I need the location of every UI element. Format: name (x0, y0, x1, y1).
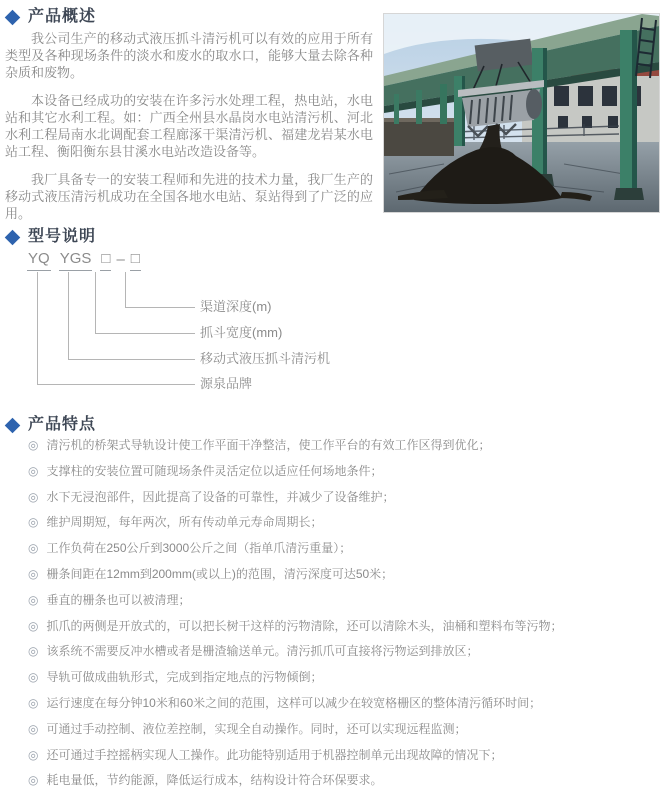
ring-bullet-icon: ◎ (28, 695, 39, 710)
feature-item (28, 669, 653, 686)
overview-paragraph: 我公司生产的移动式液压抓斗清污机可以有效的应用于所有类型及各种现场条件的淡水和废水的取水口，能够大量去除各种杂质和废物。 (5, 31, 373, 80)
feature-text: 清污机的桥架式导轨设计使工作平面干净整洁，使工作平台的有效工作区得到优化； (46, 438, 491, 452)
site-photo-graphic (384, 14, 659, 212)
model-code-diagram (0, 248, 660, 408)
ring-bullet-icon: ◎ (28, 438, 39, 452)
model-code-box-depth: □ (130, 250, 141, 271)
feature-item (28, 618, 653, 635)
grab-trash-cleaner-site-photo (383, 13, 660, 213)
feature-item (28, 747, 653, 764)
feature-text: 维护周期短，每年两次，所有传动单元寿命周期长； (46, 515, 323, 530)
diamond-bullet-icon (5, 229, 21, 245)
model-code-brand: YQ (27, 250, 51, 271)
model-label-grab-width: 抓斗宽度(mm) (200, 325, 283, 340)
feature-item (28, 721, 653, 738)
model-label-channel-depth: 渠道深度(m) (200, 299, 272, 314)
overview-paragraph: 本设备已经成功的安装在许多污水处理工程，热电站，水电站和其它水利工程。如：广西全州县水晶岗水电站清污机、河北水利工程局南水北调配套工程廊涿干渠清污机、福建龙岩某水电站工程、衡阳衡东县甘溪水电站改造设备等。 (5, 93, 373, 159)
feature-text: 运行速度在每分钟10米和60米之间的范围，这样可以减少在较宽格栅区的整体清污循环时间； (46, 695, 542, 710)
ring-bullet-icon: ◎ (28, 541, 39, 556)
features-title: 产品特点 (28, 416, 97, 433)
feature-item (28, 463, 653, 480)
ring-bullet-icon: ◎ (28, 489, 39, 504)
model-code-dash: – (116, 251, 125, 268)
feature-item (28, 540, 653, 557)
feature-text: 支撑柱的安装位置可随现场条件灵活定位以适应任何场地条件； (46, 463, 383, 478)
ring-bullet-icon: ◎ (28, 773, 39, 788)
diamond-bullet-icon (5, 9, 21, 25)
feature-text: 耗电量低，节约能源，降低运行成本，结构设计符合环保要求。 (46, 773, 383, 788)
ring-bullet-icon: ◎ (28, 644, 39, 659)
ring-bullet-icon: ◎ (28, 463, 39, 478)
overview-section-header (5, 8, 96, 26)
feature-item (28, 566, 653, 583)
feature-item (28, 695, 653, 712)
ring-bullet-icon: ◎ (28, 592, 39, 607)
feature-item (28, 437, 653, 454)
feature-item (28, 592, 653, 609)
model-code-series: YGS (59, 250, 93, 271)
feature-item (28, 772, 653, 789)
model-title: 型号说明 (28, 228, 97, 245)
feature-text: 工作负荷在250公斤到3000公斤之间（指单爪清污重量）； (46, 541, 352, 556)
model-label-machine-type: 移动式液压抓斗清污机 (200, 351, 331, 366)
overview-paragraphs (5, 30, 373, 233)
features-section-header (5, 416, 96, 434)
ring-bullet-icon: ◎ (28, 515, 39, 530)
diamond-bullet-icon (5, 417, 21, 433)
feature-text: 抓爪的两侧是开放式的，可以把长树干这样的污物清除，还可以清除木头，油桶和塑料布等污物； (46, 618, 563, 633)
model-label-brand: 源泉品牌 (200, 376, 253, 391)
feature-text: 可通过手动控制、液位差控制，实现全自动操作。同时，还可以实现远程监测； (46, 721, 467, 736)
feature-text: 栅条间距在12mm到200mm(或以上)的范围，清污深度可达50米； (46, 566, 394, 581)
feature-text: 水下无浸泡部件，因此提高了设备的可靠性，并减少了设备维护； (46, 489, 395, 504)
overview-paragraph: 我厂具备专一的安装工程师和先进的技术力量，我厂生产的移动式液压清污机成功在全国各地水电站、泵站得到了广泛的应用。 (5, 172, 373, 221)
feature-text: 还可通过手控摇柄实现人工操作。此功能特别适用于机器控制单元出现故障的情况下； (46, 747, 503, 762)
model-code-box-width: □ (100, 250, 111, 271)
ring-bullet-icon: ◎ (28, 747, 39, 762)
feature-text: 导轨可做成曲轨形式，完成到指定地点的污物倾倒； (46, 670, 323, 685)
model-connector-lines (0, 248, 660, 398)
ring-bullet-icon: ◎ (28, 618, 39, 633)
model-section-header (5, 228, 96, 246)
feature-text: 该系统不需要反冲水槽或者是栅渣输送单元。清污抓爪可直接将污物运到排放区； (46, 644, 479, 659)
feature-item (28, 489, 653, 506)
feature-text: 垂直的栅条也可以被清理； (46, 592, 191, 607)
feature-item (28, 643, 653, 660)
ring-bullet-icon: ◎ (28, 670, 39, 685)
feature-item (28, 514, 653, 531)
overview-title: 产品概述 (28, 8, 97, 25)
ring-bullet-icon: ◎ (28, 566, 39, 581)
ring-bullet-icon: ◎ (28, 721, 39, 736)
feature-list (28, 437, 653, 796)
